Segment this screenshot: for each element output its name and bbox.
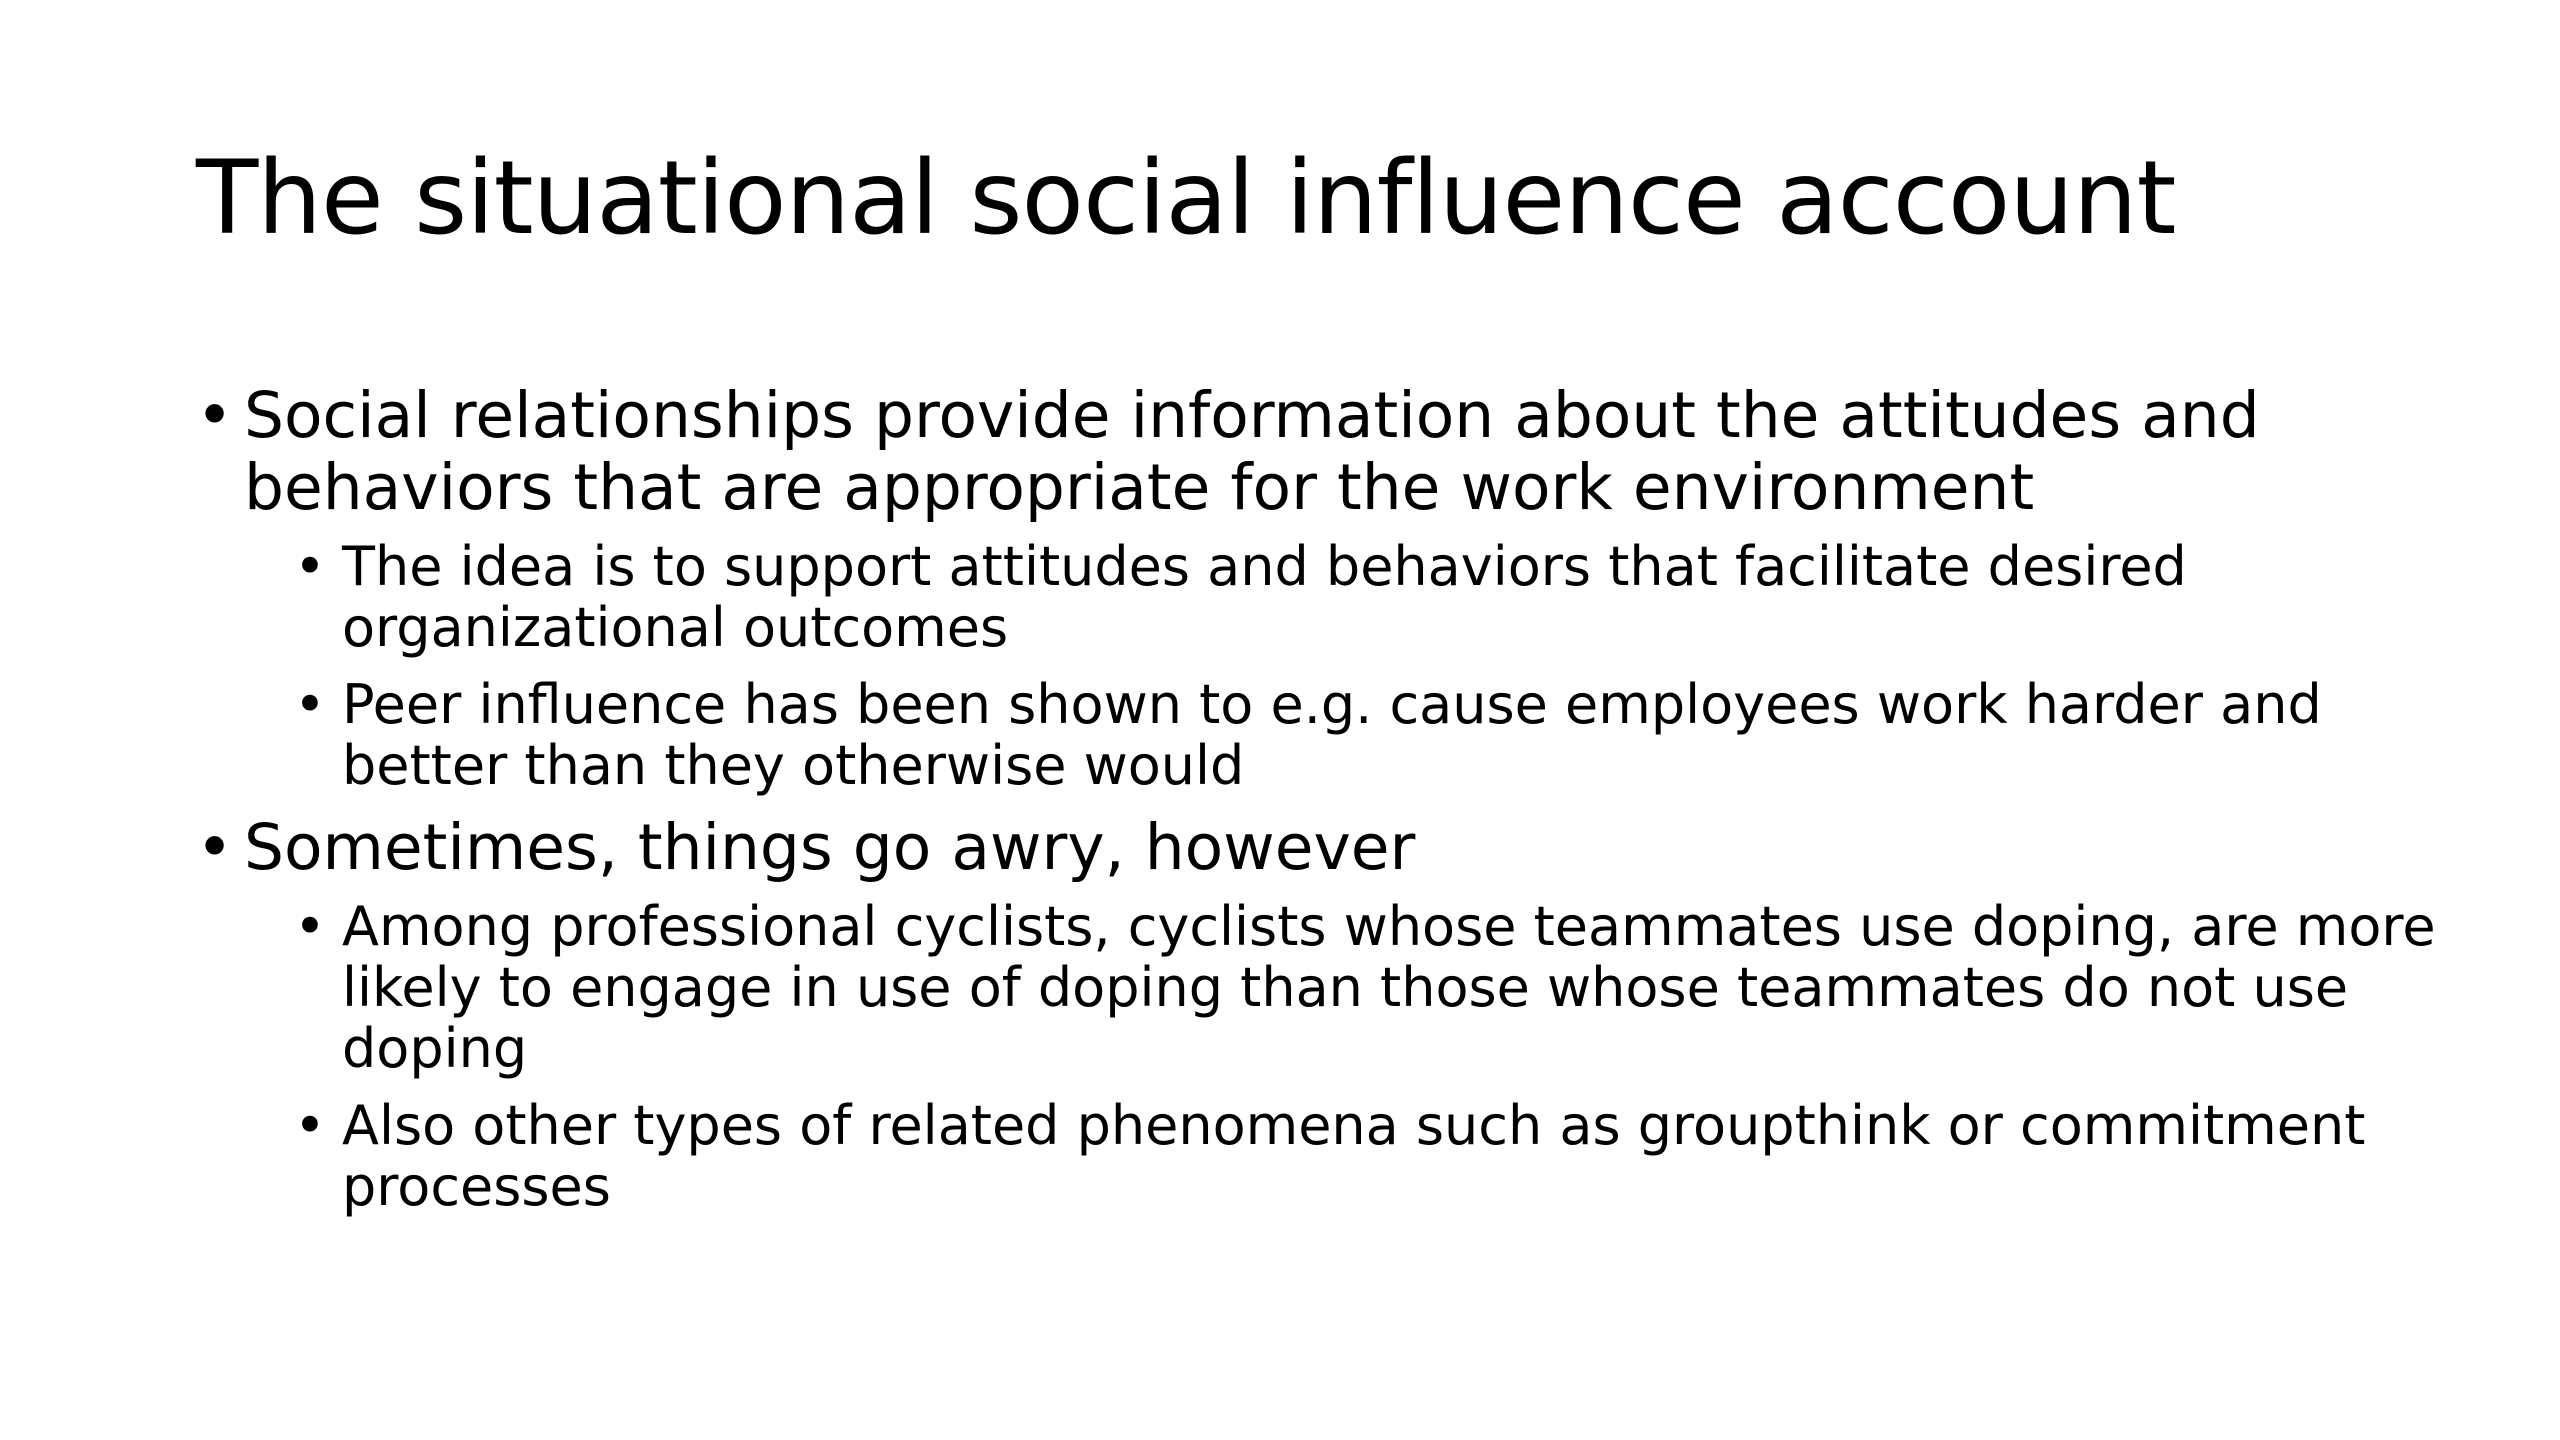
bullet-text: Sometimes, things go awry, however <box>244 811 1416 884</box>
sub-bullet-item <box>244 1095 2436 1217</box>
bullet-icon: • <box>196 811 234 884</box>
bullet-icon: • <box>196 379 234 452</box>
bullet-icon: • <box>294 673 326 736</box>
bullet-icon: • <box>294 535 326 598</box>
bullet-list <box>196 380 2436 1217</box>
sub-bullet-item <box>244 896 2436 1079</box>
sub-bullet-list <box>244 896 2436 1217</box>
sub-bullet-item <box>244 536 2436 658</box>
sub-bullet-text: Also other types of related phenomena such as groupthink or commitment processes <box>342 1094 2366 1218</box>
bullet-icon: • <box>294 1094 326 1157</box>
slide-content <box>196 380 2436 1233</box>
sub-bullet-list <box>244 536 2436 796</box>
slide-title: The situational social influence account <box>196 139 2176 258</box>
sub-bullet-item <box>244 674 2436 796</box>
sub-bullet-text: The idea is to support attitudes and behaviors that facilitate desired organizational outcomes <box>342 535 2187 659</box>
bullet-item <box>196 380 2436 796</box>
bullet-icon: • <box>294 895 326 958</box>
sub-bullet-text: Among professional cyclists, cyclists whose teammates use doping, are more likely to engage in use of doping than those whose teammates do not use doping <box>342 895 2436 1080</box>
bullet-item <box>196 812 2436 1217</box>
bullet-text: Social relationships provide information about the attitudes and behaviors that are appropriate for the work environment <box>244 379 2260 524</box>
sub-bullet-text: Peer influence has been shown to e.g. cause employees work harder and better than they otherwise would <box>342 673 2322 797</box>
